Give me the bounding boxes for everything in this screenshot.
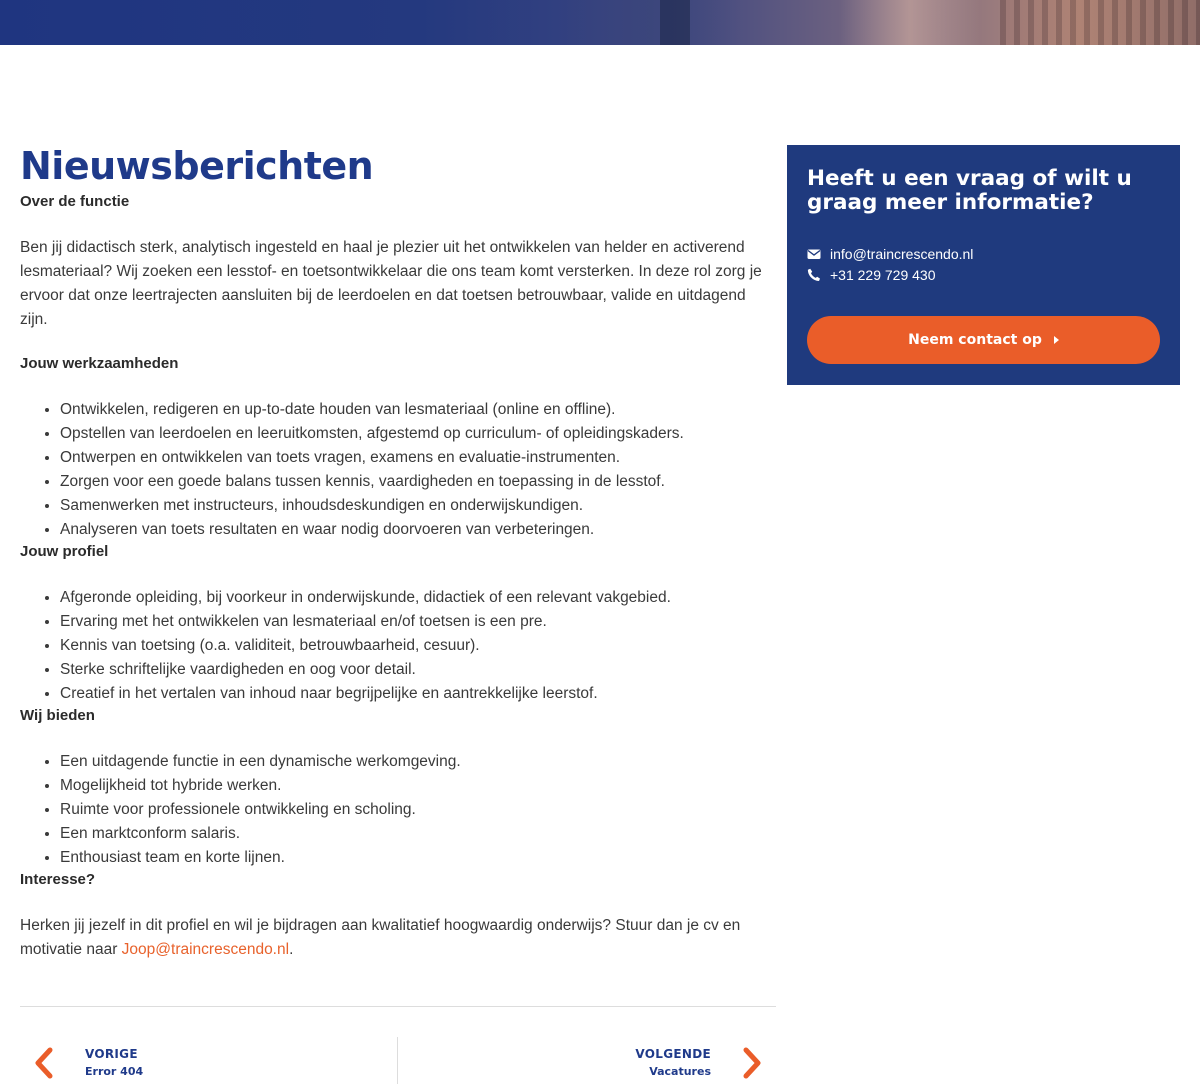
list-item: • Kennis van toetsing (o.a. validiteit, betrouwbaarheid, cesuur). — [60, 634, 776, 658]
list-item: • Ontwerpen en ontwikkelen van toets vragen, examens en evaluatie-instrumenten. — [60, 446, 776, 470]
next-label: VOLGENDE — [635, 1047, 711, 1061]
list-item: • Analyseren van toets resultaten en waar nodig doorvoeren van verbeteringen. — [60, 518, 776, 542]
hero-banner — [0, 0, 1200, 45]
envelope-icon — [807, 247, 821, 261]
section-heading-profile: Jouw profiel — [20, 543, 109, 560]
tasks-list — [20, 398, 776, 542]
list-item: • Enthousiast team en korte lijnen. — [60, 846, 776, 870]
contact-email-row[interactable] — [807, 244, 973, 264]
offer-list — [20, 750, 776, 870]
article-content — [20, 140, 776, 962]
section-heading-about: Over de functie — [20, 193, 130, 210]
contact-sidebar — [787, 145, 1180, 385]
divider — [20, 1006, 776, 1007]
contact-button-label: Neem contact op — [908, 332, 1042, 348]
chevron-right-icon — [734, 1046, 768, 1080]
contact-button[interactable] — [807, 316, 1160, 364]
contact-email: info@traincrescendo.nl — [830, 246, 974, 262]
list-item: • Sterke schriftelijke vaardigheden en oog voor detail. — [60, 658, 776, 682]
section-heading-offer: Wij bieden — [20, 707, 95, 724]
nav-divider — [397, 1037, 398, 1084]
previous-label: VORIGE — [85, 1047, 138, 1061]
closing-text: Herken jij jezelf in dit profiel en wil je bijdragen aan kwalitatief hoogwaardig onderwijs? Stuur dan je cv en motivatie naar — [20, 917, 741, 958]
list-item: • Opstellen van leerdoelen en leeruitkomsten, afgestemd op curriculum- of opleidingskaders. — [60, 422, 776, 446]
list-item: • Samenwerken met instructeurs, inhoudsdeskundigen en onderwijskundigen. — [60, 494, 776, 518]
closing-end: . — [289, 941, 294, 958]
caret-right-icon — [1054, 336, 1059, 344]
list-item: • Een uitdagende functie in een dynamische werkomgeving. — [60, 750, 776, 774]
contact-phone-row[interactable] — [807, 265, 936, 285]
section-heading-interest: Interesse? — [20, 871, 96, 888]
profile-list — [20, 586, 776, 706]
phone-icon — [807, 268, 821, 282]
list-item: • Mogelijkheid tot hybride werken. — [60, 774, 776, 798]
list-item: • Ruimte voor professionele ontwikkeling en scholing. — [60, 798, 776, 822]
list-item: • Ervaring met het ontwikkelen van lesmateriaal en/of toetsen is een pre. — [60, 610, 776, 634]
closing-paragraph — [20, 914, 776, 962]
previous-post-title: Error 404 — [85, 1065, 144, 1078]
contact-phone: +31 229 729 430 — [830, 267, 936, 283]
next-post-title: Vacatures — [649, 1065, 711, 1078]
intro-paragraph: Ben jij didactisch sterk, analytisch ingesteld en haal je plezier uit het ontwikkelen van helder en activerend lesmateriaal? Wij zoeken een lesstof- en toetsontwikkelaar die ons team komt versterken. In deze rol zorg je ervoor dat onze leertrajecten aansluiten bij de leerdoelen en dat toetsen betrouwbaar, valide en uitdagend zijn. — [20, 239, 762, 328]
sidebar-heading: Heeft u een vraag of wilt u graag meer informatie? — [807, 166, 1132, 215]
list-item: • Afgeronde opleiding, bij voorkeur in onderwijskunde, didactiek of een relevant vakgebied. — [60, 586, 776, 610]
section-heading-tasks: Jouw werkzaamheden — [20, 355, 179, 372]
previous-post-link[interactable] — [20, 1040, 320, 1084]
chevron-left-icon — [28, 1046, 62, 1080]
list-item: • Een marktconform salaris. — [60, 822, 776, 846]
page-title: Nieuwsberichten — [20, 144, 374, 188]
list-item: • Ontwikkelen, redigeren en up-to-date houden van lesmateriaal (online en offline). — [60, 398, 776, 422]
list-item: • Creatief in het vertalen van inhoud naar begrijpelijke en aantrekkelijke leerstof. — [60, 682, 776, 706]
contact-email-link[interactable]: Joop@traincrescendo.nl — [121, 941, 290, 958]
list-item: • Zorgen voor een goede balans tussen kennis, vaardigheden en toepassing in de lesstof. — [60, 470, 776, 494]
next-post-link[interactable] — [560, 1040, 776, 1084]
